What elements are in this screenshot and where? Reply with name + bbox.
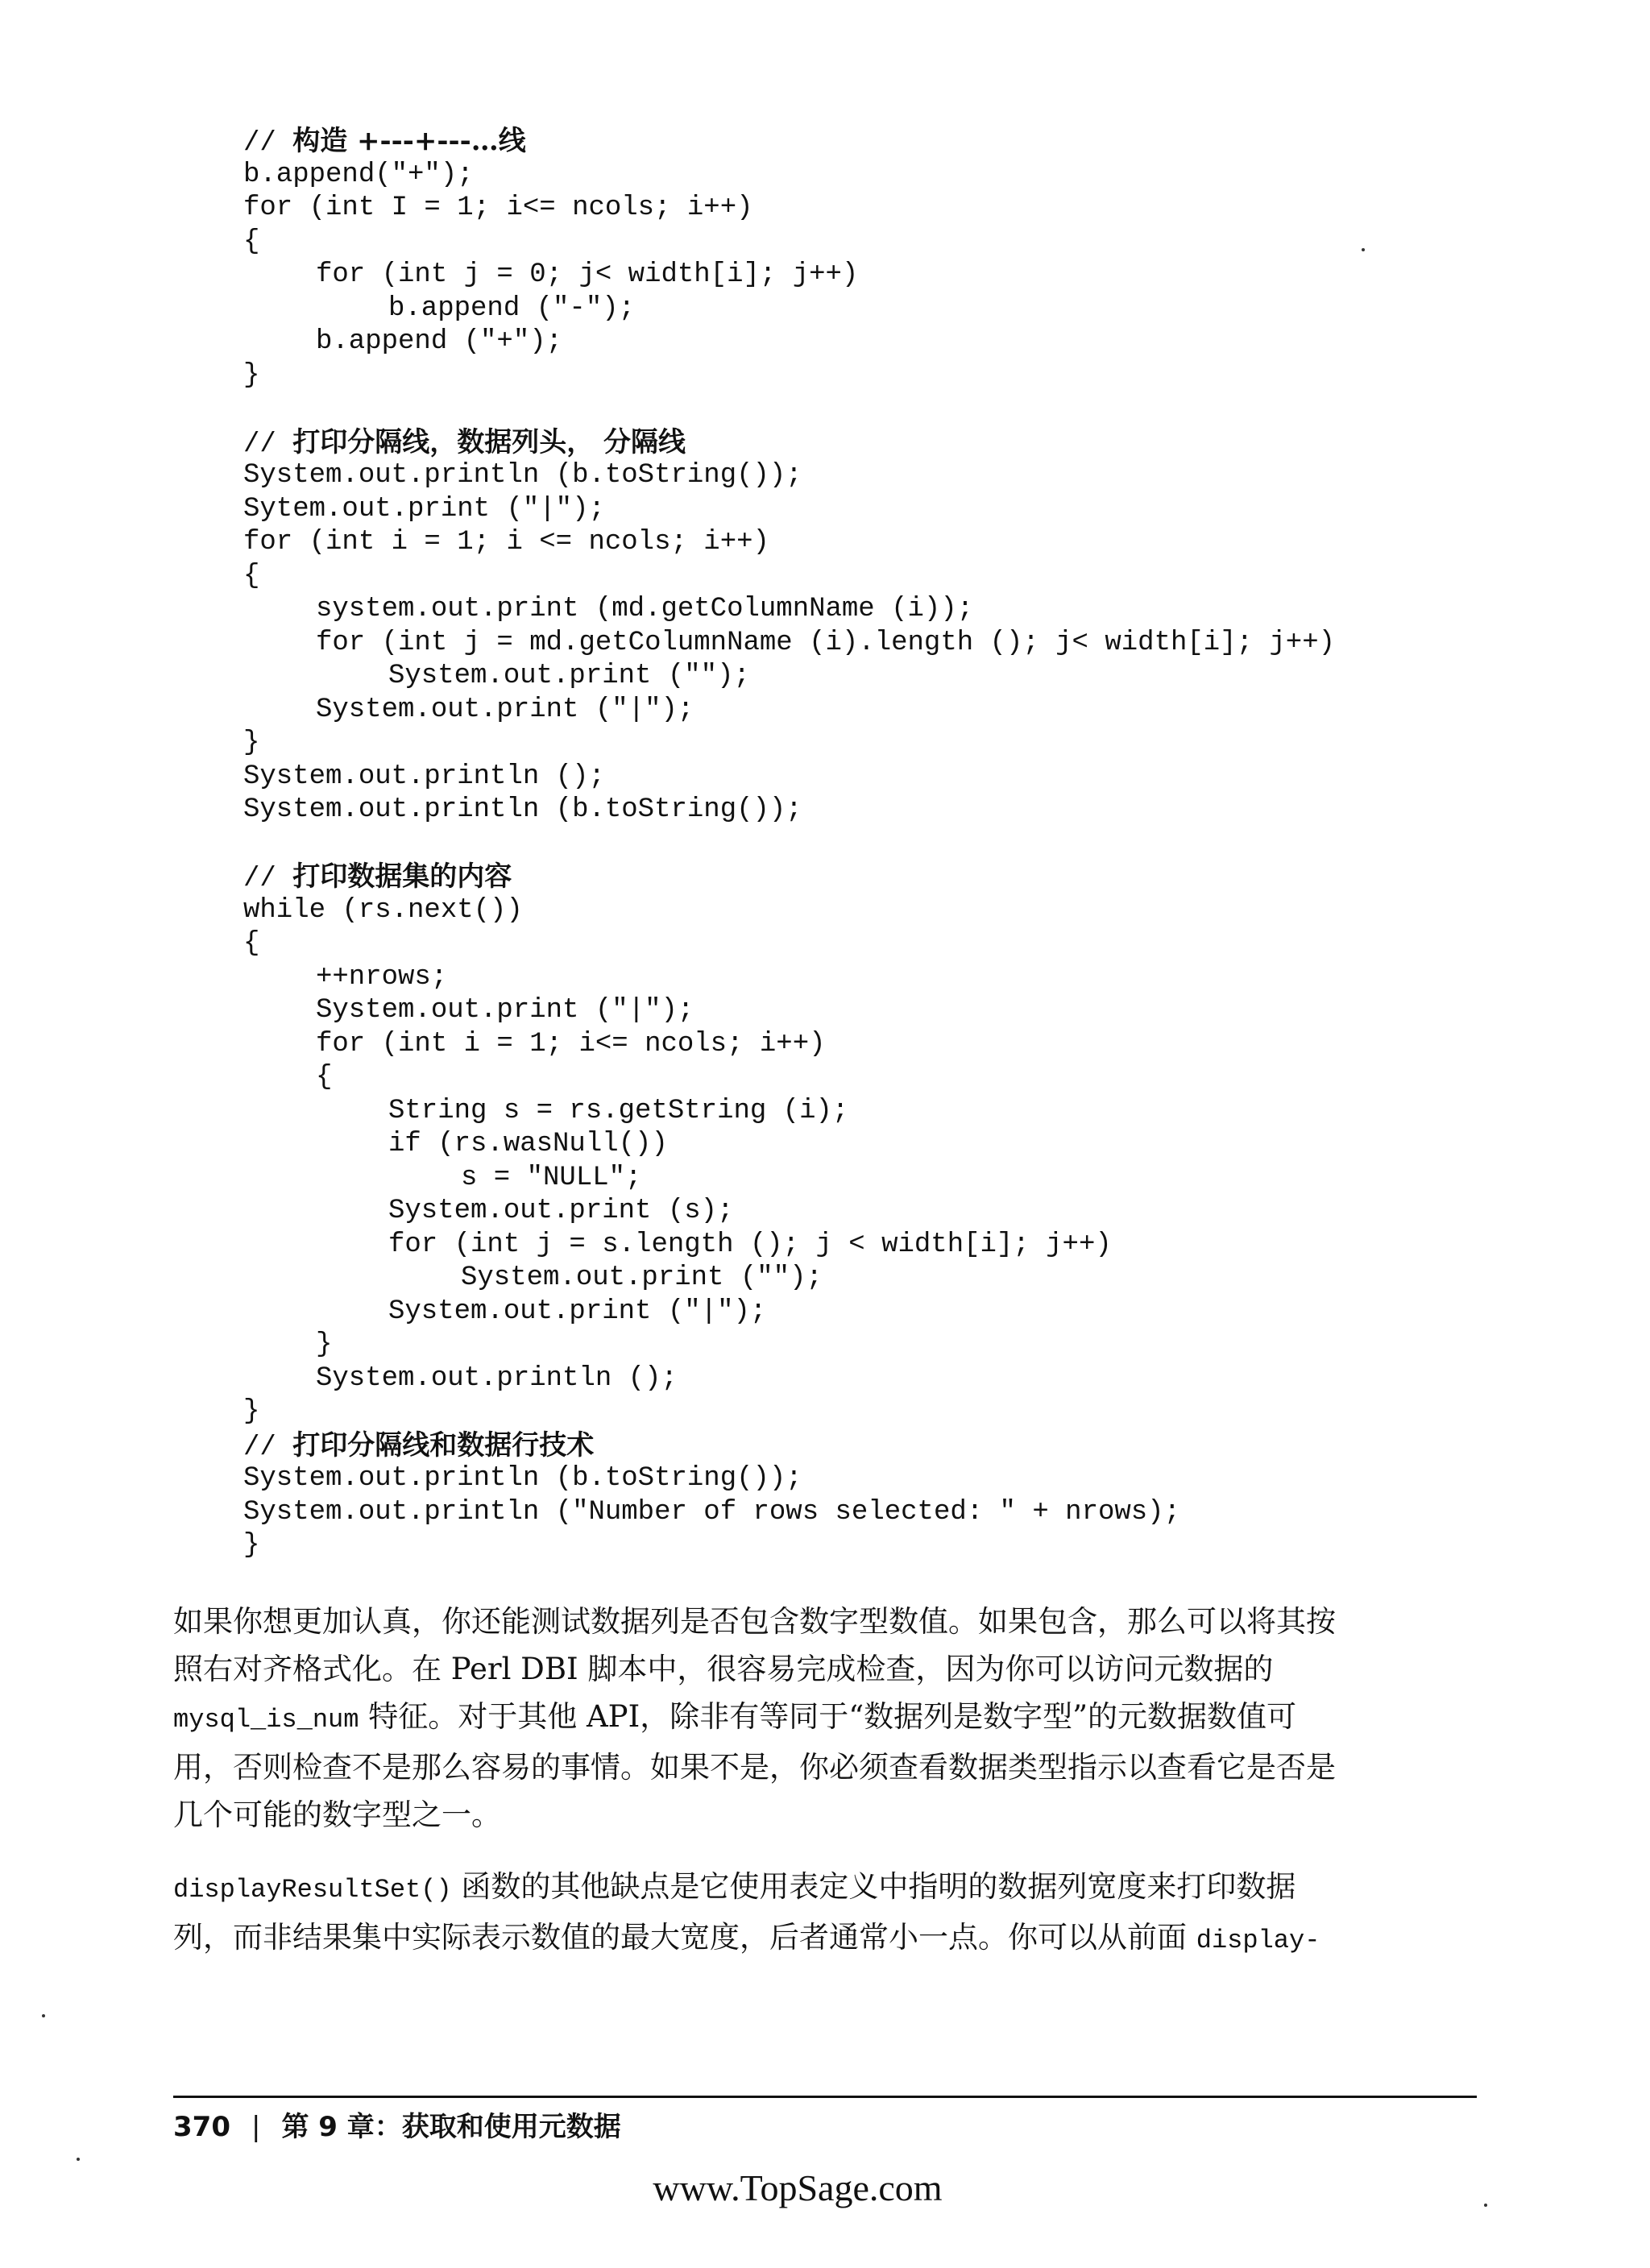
paragraph-text: 特征。对于其他 API，除非有等同于“数据列是数字型”的元数据数值可 <box>359 1699 1297 1734</box>
watermark-url: www.TopSage.com <box>653 2167 943 2208</box>
code-line-text: ++nrows; <box>316 961 448 993</box>
code-line-text: System.out.print (""); <box>388 661 750 691</box>
code-line <box>0 1395 1650 1429</box>
code-line <box>0 961 1650 995</box>
code-line-text: } <box>243 728 260 758</box>
footer-separator: | <box>251 2111 261 2143</box>
code-line <box>0 459 1650 493</box>
code-line <box>0 1095 1650 1129</box>
code-line <box>0 359 1650 393</box>
code-line <box>0 226 1650 259</box>
code-line-text: for (int I = 1; i<= ncols; i++) <box>243 193 753 223</box>
code-comment-line <box>0 1429 1650 1463</box>
code-line <box>0 1496 1650 1530</box>
code-line-text: { <box>243 560 260 591</box>
code-line-text: String s = rs.getString (i); <box>388 1095 849 1126</box>
code-line <box>0 1262 1650 1296</box>
code-line-text: b.append ("-"); <box>388 292 636 324</box>
paragraph-text: 如果你想更加认真，你还能测试数据列是否包含数字型数值。如果包含，那么可以将其按 <box>173 1604 1336 1639</box>
scan-speck <box>42 2014 45 2017</box>
code-line <box>0 1028 1650 1062</box>
code-line <box>0 1061 1650 1095</box>
code-line-text: System.out.println (); <box>243 761 605 792</box>
code-line-text: { <box>243 226 260 257</box>
paragraph-display-result-set <box>173 1863 1446 1964</box>
code-line <box>0 1529 1650 1563</box>
paragraph-text: 用，否则检查不是那么容易的事情。如果不是，你必须查看数据类型指示以查看它是否是 <box>173 1750 1336 1785</box>
inline-code: display- <box>1196 1926 1320 1955</box>
inline-code: mysql_is_num <box>173 1705 359 1735</box>
code-line-text: System.out.print (""); <box>461 1263 823 1293</box>
code-comment-line <box>0 426 1650 460</box>
code-line <box>0 192 1650 226</box>
code-line <box>0 159 1650 193</box>
code-line-text: { <box>316 1062 333 1093</box>
code-line-text: // 打印分隔线，数据列头， 分隔线 <box>243 425 686 460</box>
code-line <box>0 325 1650 359</box>
scan-speck <box>1362 248 1365 251</box>
code-line-text: System.out.println (b.toString()); <box>243 794 802 825</box>
code-comment-line <box>0 860 1650 894</box>
code-line <box>0 761 1650 794</box>
code-line-text: for (int i = 1; i<= ncols; i++) <box>316 1028 826 1059</box>
code-line-text: // 打印数据集的内容 <box>243 860 512 894</box>
code-line-text: b.append ("+"); <box>316 326 563 357</box>
code-comment-line <box>0 125 1650 159</box>
chapter-title: 第 9 章：获取和使用元数据 <box>281 2111 621 2143</box>
scan-speck <box>77 2158 80 2161</box>
code-line-text: System.out.println ("Number of rows selected: " + nrows); <box>243 1496 1180 1528</box>
page-footer <box>173 2107 621 2147</box>
code-line <box>0 827 1650 861</box>
code-line-text: System.out.println (b.toString()); <box>243 460 802 491</box>
page-number: 370 <box>173 2111 230 2143</box>
code-line <box>0 292 1650 326</box>
code-line-text: for (int j = 0; j< width[i]; j++) <box>316 259 859 290</box>
code-line-text: if (rs.wasNull()) <box>388 1129 668 1159</box>
code-line <box>0 493 1650 527</box>
code-line-text: for (int j = s.length (); j < width[i]; j++) <box>388 1229 1112 1260</box>
code-line-text: while (rs.next()) <box>243 894 523 926</box>
code-line-text: System.out.print ("|"); <box>316 694 694 725</box>
scan-speck <box>1484 2204 1487 2207</box>
code-line <box>0 794 1650 827</box>
code-line <box>0 694 1650 728</box>
code-line-text: { <box>243 928 260 959</box>
code-line-text: b.append("+"); <box>243 159 474 190</box>
code-line-text: System.out.println (); <box>316 1362 678 1394</box>
code-line-text: // 构造 +---+---…线 <box>243 125 526 159</box>
code-line <box>0 727 1650 761</box>
code-line-text: System.out.print ("|"); <box>388 1296 767 1327</box>
code-line <box>0 994 1650 1028</box>
code-line <box>0 1462 1650 1496</box>
code-line-text: system.out.print (md.getColumnName (i)); <box>316 594 974 624</box>
footer-rule <box>173 2096 1477 2098</box>
paragraph-text: 照右对齐格式化。在 Perl DBI 脚本中，很容易完成检查，因为你可以访问元数据的 <box>173 1652 1274 1686</box>
code-line-text: } <box>316 1329 333 1360</box>
code-line-text: System.out.print (s); <box>388 1196 734 1226</box>
code-line <box>0 392 1650 426</box>
code-line <box>0 560 1650 594</box>
code-line <box>0 1195 1650 1229</box>
code-line-text: for (int j = md.getColumnName (i).length (); j< width[i]; j++) <box>316 627 1336 658</box>
paragraph-text: 几个可能的数字型之一。 <box>173 1797 501 1832</box>
code-line <box>0 593 1650 627</box>
code-line-text: // 打印分隔线和数据行技术 <box>243 1428 595 1463</box>
code-line <box>0 259 1650 292</box>
code-line-text: Sytem.out.print ("|"); <box>243 493 605 525</box>
code-line-text: System.out.print ("|"); <box>316 995 694 1026</box>
code-line <box>0 526 1650 560</box>
code-line-text: } <box>243 1396 260 1427</box>
inline-code: displayResultSet() <box>173 1875 452 1905</box>
code-line-text: s = "NULL"; <box>461 1162 642 1193</box>
code-line <box>0 1329 1650 1362</box>
code-line <box>0 1229 1650 1263</box>
code-line <box>0 1128 1650 1162</box>
code-line <box>0 927 1650 961</box>
code-line-text: for (int i = 1; i <= ncols; i++) <box>243 527 769 558</box>
code-line <box>0 1296 1650 1329</box>
code-listing <box>0 125 1650 1563</box>
code-line <box>0 1362 1650 1396</box>
code-line <box>0 894 1650 928</box>
code-line-text: } <box>243 359 260 391</box>
paragraph-numeric-check <box>173 1598 1446 1839</box>
code-line <box>0 627 1650 661</box>
code-line-text: } <box>243 1530 260 1561</box>
paragraph-text: 列，而非结果集中实际表示数值的最大宽度，后者通常小一点。你可以从前面 <box>173 1920 1196 1955</box>
paragraph-text: 函数的其他缺点是它使用表定义中指明的数据列宽度来打印数据 <box>451 1869 1296 1904</box>
code-line <box>0 660 1650 694</box>
code-line <box>0 1162 1650 1196</box>
code-line-text: System.out.println (b.toString()); <box>243 1463 802 1494</box>
